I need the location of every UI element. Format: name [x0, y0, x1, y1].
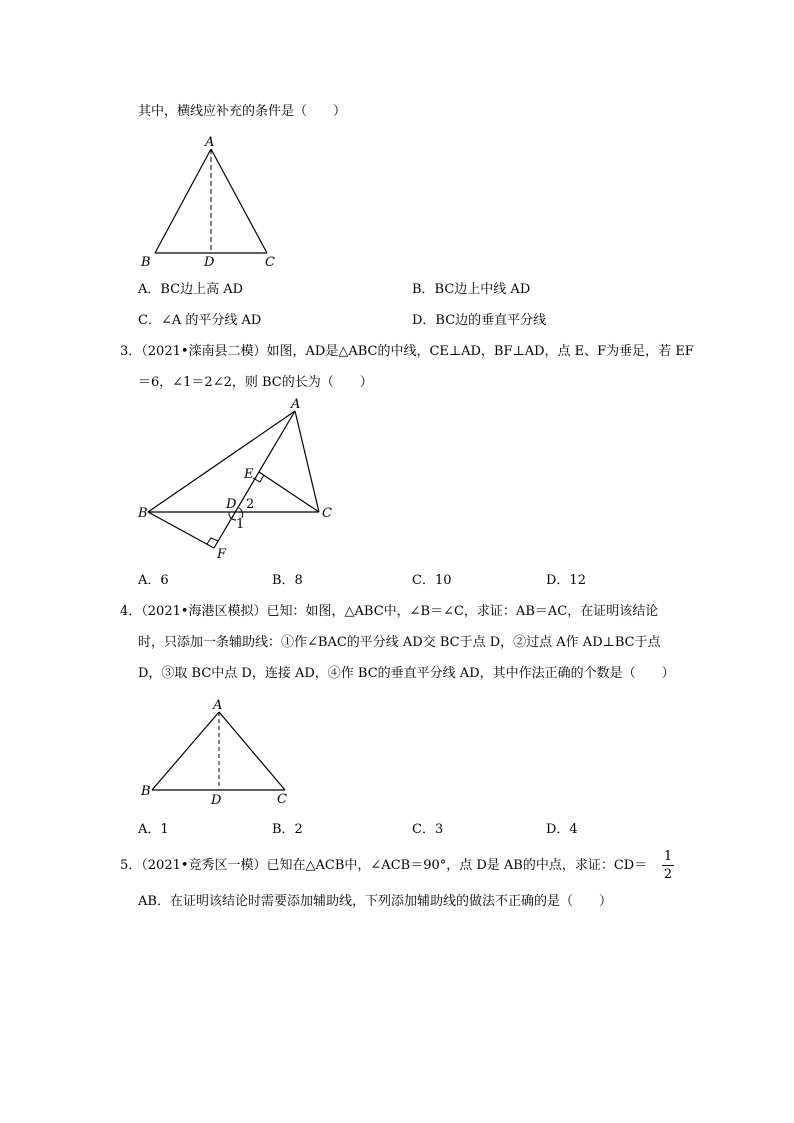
q5-fraction-numerator: 1	[663, 849, 673, 864]
q4-option-c: C．3	[412, 822, 444, 837]
q3-label-a: A	[291, 397, 301, 412]
q3-label-f: F	[217, 547, 227, 562]
q4-label-d: D	[211, 793, 222, 808]
q2-tail-text: 其中，横线应补充的条件是（ ）	[138, 104, 347, 119]
q3-label-angle2: 2	[246, 497, 255, 512]
q3-option-c: C．10	[412, 573, 452, 588]
q5-stem-line1: 5．（2021•竞秀区一模）已知在△ACB中，∠ACB＝90°，点 D是 AB的中点，求证：CD＝	[120, 858, 648, 873]
q4-label-a: A	[213, 698, 223, 713]
q2-option-c: C．∠A 的平分线 AD	[138, 313, 262, 328]
q4-option-d: D．4	[546, 822, 578, 837]
q3-option-b: B．8	[272, 573, 303, 588]
q2-option-a: A．BC边上高 AD	[138, 282, 244, 297]
q4-stem-line2: 时，只添加一条辅助线：①作∠BAC的平分线 AD交 BC于点 D，②过点 A作 AD⊥BC于点	[138, 635, 661, 650]
q4-stem-line3: D，③取 BC中点 D，连接 AD，④作 BC的垂直平分线 AD，其中作法正确的个数是（ ）	[138, 666, 675, 681]
q3-stem-line1: 3．（2021•滦南县二模）如图，AD是△ABC的中线，CE⊥AD，BF⊥AD，点 E、F为垂足，若 EF	[120, 344, 694, 359]
q4-option-b: B．2	[272, 822, 303, 837]
q4-stem-line1: 4．（2021•海港区模拟）已知：如图，△ABC中，∠B＝∠C，求证：AB＝AC，在证明该结论	[120, 604, 659, 619]
q2-label-c: C	[265, 255, 275, 270]
q4-option-a: A．1	[138, 822, 169, 837]
q2-label-b: B	[141, 255, 151, 270]
q3-stem-line2: ＝6，∠1＝2∠2，则 BC的长为（ ）	[138, 375, 373, 390]
q3-label-angle1: 1	[236, 517, 245, 532]
q5-stem-line2: AB．在证明该结论时需要添加辅助线，下列添加辅助线的做法不正确的是（ ）	[138, 894, 612, 909]
q3-option-d: D．12	[546, 573, 586, 588]
q2-label-d: D	[204, 255, 215, 270]
q3-label-e: E	[244, 467, 254, 482]
q5-fraction-denominator: 2	[663, 867, 673, 882]
q2-option-d: D．BC边的垂直平分线	[412, 313, 547, 328]
q3-label-c: C	[322, 506, 332, 521]
q2-option-b: B．BC边上中线 AD	[412, 282, 531, 297]
q3-label-d: D	[226, 497, 237, 512]
q3-option-a: A．6	[138, 573, 169, 588]
q2-label-a: A	[205, 135, 215, 150]
q4-label-c: C	[277, 792, 287, 807]
q4-label-b: B	[141, 784, 151, 799]
q3-label-b: B	[138, 506, 148, 521]
q5-fraction	[662, 849, 674, 882]
